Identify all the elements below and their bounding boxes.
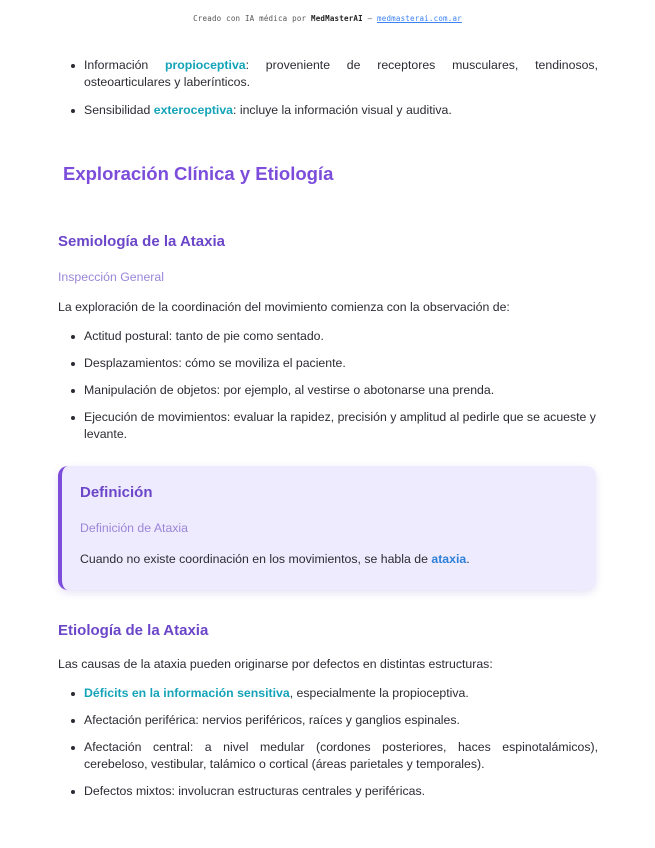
term-exteroceptiva: exteroceptiva — [153, 103, 234, 117]
list-item: Afectación central: a nivel medular (cordones posteriores, haces espinotalámicos), cerebeloso, vestibular, talámico o cortical (áreas parietales y temporales). — [58, 739, 598, 773]
etiologia-list — [58, 685, 598, 810]
list-item: Manipulación de objetos: por ejemplo, al vestirse o abotonarse una prenda. — [58, 382, 598, 399]
list-item: Desplazamientos: cómo se moviliza el paciente. — [58, 355, 598, 372]
list-item: Actitud postural: tanto de pie como sentado. — [58, 328, 598, 345]
section-title: Exploración Clínica y Etiología — [63, 163, 334, 184]
header-prefix: Creado con IA médica por — [193, 14, 311, 23]
etiologia-intro: Las causas de la ataxia pueden originarse por defectos en distintas estructuras: — [58, 657, 493, 671]
header-dash: – — [362, 14, 378, 23]
etiologia-heading: Etiología de la Ataxia — [58, 622, 209, 639]
callout-subtitle: Definición de Ataxia — [80, 521, 189, 535]
definition-callout — [58, 466, 596, 590]
callout-text: Cuando no existe coordinación en los movimientos, se habla de ataxia. — [80, 552, 470, 566]
intro-list — [58, 57, 598, 129]
page-header — [0, 14, 655, 23]
brand-name: MedMasterAI — [310, 14, 363, 23]
inspeccion-subheading: Inspección General — [58, 270, 164, 284]
semiologia-heading: Semiología de la Ataxia — [58, 233, 225, 250]
term-propioceptiva: propioceptiva — [165, 58, 246, 72]
list-item: Información propioceptiva: proveniente de receptores musculares, tendinosos, osteoarticulares y laberínticos. — [58, 57, 598, 91]
term-ataxia: ataxia — [431, 552, 467, 566]
list-item: Déficits en la información sensitiva, especialmente la propioceptiva. — [58, 685, 598, 702]
list-item: Ejecución de movimientos: evaluar la rapidez, precisión y amplitud al pedirle que se acueste y levante. — [58, 409, 598, 443]
list-item: Afectación periférica: nervios periféricos, raíces y ganglios espinales. — [58, 712, 598, 729]
callout-title: Definición — [80, 484, 153, 501]
semiologia-list — [58, 328, 598, 453]
term-deficits: Déficits en la información sensitiva — [84, 686, 290, 700]
list-item: Defectos mixtos: involucran estructuras centrales y periféricas. — [58, 783, 598, 800]
website-link[interactable]: medmasterai.com.ar — [377, 14, 462, 23]
list-item: Sensibilidad exteroceptiva: incluye la información visual y auditiva. — [58, 102, 598, 119]
semiologia-intro: La exploración de la coordinación del movimiento comienza con la observación de: — [58, 300, 510, 314]
